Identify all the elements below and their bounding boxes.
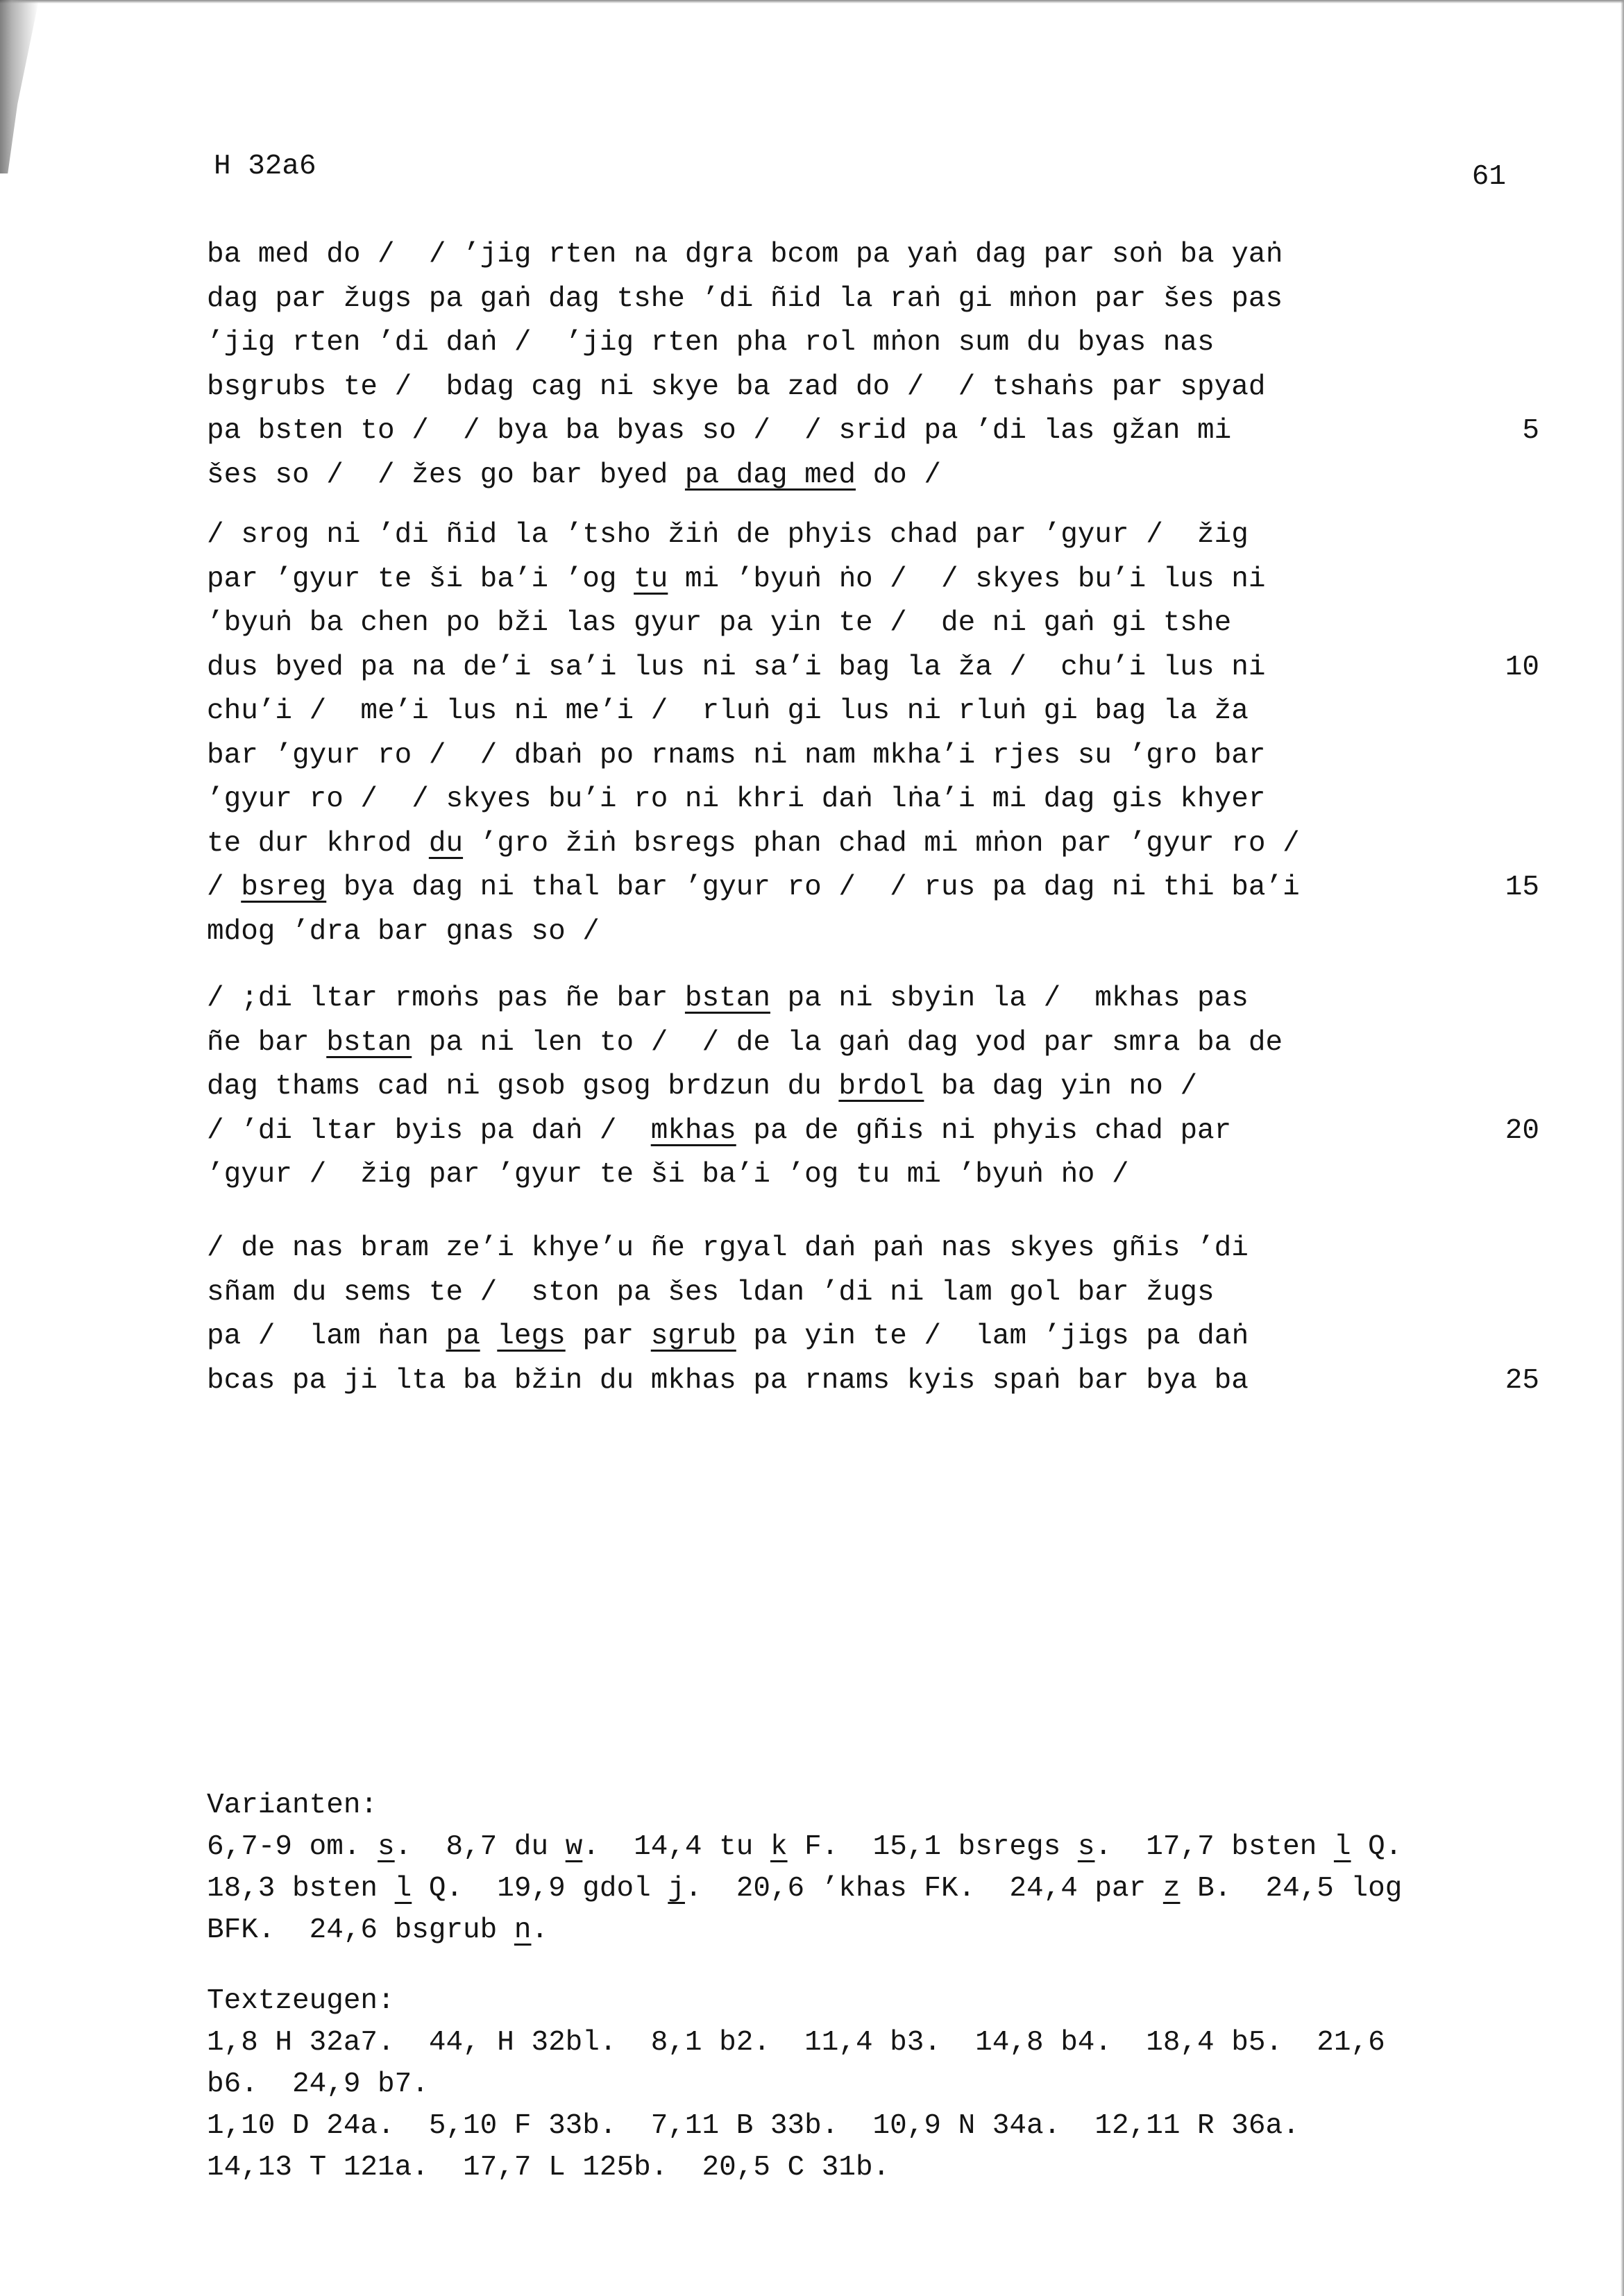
underlined-word: tu bbox=[634, 563, 668, 595]
text-segment: pa ni sbyin la / mkhas pas bbox=[770, 983, 1249, 1014]
text-line bbox=[207, 2105, 1428, 2147]
scan-corner-shadow bbox=[0, 0, 39, 173]
text-segment: ’gyur / žig par ’gyur te ši ba’i ’og tu mi ’byuṅ ṅo / bbox=[207, 1159, 1129, 1191]
text-segment: b6. 24,9 b7. bbox=[207, 2068, 429, 2100]
paragraph-4 bbox=[207, 1227, 1539, 1403]
witnesses-section bbox=[207, 1980, 1428, 2188]
underlined-word: l bbox=[1333, 1831, 1351, 1863]
underlined-word: n bbox=[514, 1914, 532, 1946]
text-segment: 1,8 H 32a7. 44, H 32bl. 8,1 b2. 11,4 b3. 14,8 b4. 18,4 b5. 21,6 bbox=[207, 2027, 1385, 2059]
text-line bbox=[207, 1065, 1428, 1109]
text-segment: BFK. 24,6 bsgrub bbox=[207, 1914, 514, 1946]
page-signature: H 32a6 bbox=[214, 151, 316, 182]
line-number: 20 bbox=[1505, 1114, 1539, 1147]
text-line bbox=[207, 2022, 1428, 2064]
text-line bbox=[207, 454, 1428, 498]
line-number: 15 bbox=[1505, 871, 1539, 903]
text-segment: dag par žugs pa gaṅ dag tshe ’di ñid la raṅ gi mṅon par šes pas bbox=[207, 282, 1283, 315]
text-line bbox=[207, 233, 1428, 278]
text-line bbox=[207, 409, 1539, 454]
text-segment: / ’di ltar byis pa daṅ / bbox=[207, 1114, 651, 1147]
witnesses-heading: Textzeugen: bbox=[207, 1985, 395, 2017]
text-line bbox=[207, 690, 1428, 734]
line-number: 5 bbox=[1522, 415, 1539, 447]
text-segment: Q. 19,9 gdol bbox=[412, 1873, 668, 1905]
text-segment: bsgrubs te / bdag cag ni skye ba zad do / / tshaṅs par spyad bbox=[207, 371, 1266, 403]
text-line bbox=[207, 866, 1539, 910]
text-line bbox=[207, 734, 1428, 779]
text-segment: 1,10 D 24a. 5,10 F 33b. 7,11 B 33b. 10,9 N 34a. 12,11 R 36a. bbox=[207, 2110, 1300, 2142]
text-segment: pa de gñis ni phyis chad par bbox=[736, 1114, 1232, 1147]
text-segment: dus byed pa na de’i sa’i lus ni sa’i bag la ža / chu’i lus ni bbox=[207, 651, 1266, 683]
text-line bbox=[207, 321, 1428, 366]
text-segment: ’jig rten ’di daṅ / ’jig rten pha rol mṅon sum du byas nas bbox=[207, 327, 1215, 359]
paragraph-3 bbox=[207, 977, 1539, 1198]
text-line bbox=[207, 1271, 1428, 1316]
text-line bbox=[207, 278, 1428, 322]
scan-edge-top bbox=[0, 0, 1624, 3]
text-line bbox=[207, 602, 1428, 646]
text-segment: bya dag ni thal bar ’gyur ro / / rus pa dag ni thi ba’i bbox=[326, 871, 1300, 903]
underlined-word: s bbox=[378, 1831, 395, 1863]
text-segment: / ;di ltar rmoṅs pas ñe bar bbox=[207, 983, 685, 1014]
underlined-word: du bbox=[428, 827, 464, 860]
text-segment: ba med do / / ’jig rten na dgra bcom pa yaṅ dag par soṅ ba yaṅ bbox=[207, 239, 1283, 271]
text-line bbox=[207, 513, 1428, 558]
paragraph-1 bbox=[207, 233, 1539, 498]
text-segment: . 14,4 tu bbox=[582, 1831, 770, 1863]
text-segment: pa / lam ṅan bbox=[207, 1320, 446, 1352]
text-segment: par ’gyur te ši ba’i ’og bbox=[207, 563, 634, 595]
underlined-word: s bbox=[1077, 1831, 1095, 1863]
text-segment: pa ni len to / / de la gaṅ dag yod par smra ba de bbox=[412, 1026, 1283, 1059]
text-line bbox=[207, 1359, 1539, 1404]
witnesses-lines bbox=[207, 2022, 1428, 2188]
text-segment: dag thams cad ni gsob gsog brdzun du bbox=[207, 1071, 839, 1103]
text-line bbox=[207, 910, 1428, 955]
text-segment: šes so / / žes go bar byed bbox=[207, 459, 685, 491]
text-line bbox=[207, 778, 1428, 822]
underlined-word: sgrub bbox=[650, 1320, 736, 1352]
underlined-word: bsreg bbox=[241, 871, 327, 903]
text-line bbox=[207, 2064, 1428, 2105]
text-segment: . 20,6 ’khas FK. 24,4 par bbox=[684, 1873, 1163, 1905]
underlined-word: mkhas bbox=[650, 1114, 736, 1147]
text-line bbox=[207, 1910, 1428, 1951]
line-number: 10 bbox=[1505, 651, 1539, 683]
text-segment: F. 15,1 bsregs bbox=[787, 1831, 1078, 1863]
text-segment: ’byuṅ ba chen po bži las gyur pa yin te / de ni gaṅ gi tshe bbox=[207, 607, 1232, 639]
underlined-word: brdol bbox=[838, 1071, 924, 1103]
text-segment: 18,3 bsten bbox=[207, 1873, 395, 1905]
text-line bbox=[207, 1021, 1428, 1066]
text-segment: ñe bar bbox=[207, 1026, 327, 1059]
underlined-word: k bbox=[770, 1831, 788, 1863]
scan-edge-right bbox=[1621, 0, 1624, 2296]
underlined-word: pa bbox=[446, 1320, 480, 1352]
text-line bbox=[207, 1153, 1428, 1198]
variants-lines bbox=[207, 1826, 1428, 1951]
underlined-word: w bbox=[565, 1831, 583, 1863]
text-segment: bar ’gyur ro / / dbaṅ po rnams ni nam mkha’i rjes su ’gro bar bbox=[207, 739, 1266, 772]
text-segment: . bbox=[531, 1914, 549, 1946]
underlined-word: bstan bbox=[684, 983, 770, 1014]
variants-section bbox=[207, 1785, 1428, 1951]
text-line bbox=[207, 1315, 1428, 1359]
line-number: 25 bbox=[1505, 1364, 1539, 1397]
text-segment: . 8,7 du bbox=[394, 1831, 566, 1863]
text-line bbox=[207, 1109, 1539, 1154]
underlined-word: pa dag med bbox=[684, 459, 856, 491]
text-segment: . 17,7 bsten bbox=[1094, 1831, 1334, 1863]
text-segment: par bbox=[565, 1320, 651, 1352]
text-segment: bcas pa ji lta ba bžin du mkhas pa rnams kyis spaṅ bar bya ba bbox=[207, 1364, 1249, 1397]
text-line bbox=[207, 977, 1428, 1021]
text-line bbox=[207, 2147, 1428, 2188]
text-line bbox=[207, 1227, 1428, 1271]
text-segment: 14,13 T 121a. 17,7 L 125b. 20,5 C 31b. bbox=[207, 2152, 890, 2184]
text-segment: / de nas bram ze’i khye’u ñe rgyal daṅ paṅ nas skyes gñis ’di bbox=[207, 1232, 1249, 1264]
text-segment: mi ’byuṅ ṅo / / skyes bu’i lus ni bbox=[668, 563, 1266, 595]
text-segment bbox=[480, 1320, 498, 1352]
text-segment: ba dag yin no / bbox=[924, 1071, 1198, 1103]
variants-heading: Varianten: bbox=[207, 1789, 378, 1821]
text-line bbox=[207, 366, 1428, 410]
text-line bbox=[207, 646, 1539, 690]
underlined-word: legs bbox=[497, 1320, 566, 1352]
underlined-word: bstan bbox=[326, 1026, 412, 1059]
text-segment: ’gro žiṅ bsregs phan chad mi mṅon par ’gyur ro / bbox=[463, 827, 1300, 860]
text-segment: sñam du sems te / ston pa šes ldan ’di ni lam gol bar žugs bbox=[207, 1276, 1215, 1309]
page-number: 61 bbox=[1471, 161, 1506, 193]
text-segment: chu’i / me’i lus ni me’i / rluṅ gi lus ni rluṅ gi bag la ža bbox=[207, 695, 1249, 727]
text-segment: mdog ’dra bar gnas so / bbox=[207, 915, 600, 948]
text-segment: Q. bbox=[1351, 1831, 1403, 1863]
text-line bbox=[207, 1868, 1428, 1910]
text-line bbox=[207, 822, 1428, 867]
text-segment: te dur khrod bbox=[207, 827, 429, 860]
text-segment: / bbox=[207, 871, 242, 903]
text-segment: B. 24,5 log bbox=[1180, 1873, 1403, 1905]
text-line bbox=[207, 1826, 1428, 1868]
text-line bbox=[207, 558, 1428, 602]
text-segment: do / bbox=[855, 459, 941, 491]
text-segment: 6,7-9 om. bbox=[207, 1831, 378, 1863]
underlined-word: j bbox=[668, 1873, 685, 1905]
text-segment: / srog ni ’di ñid la ’tsho žiṅ de phyis chad par ’gyur / žig bbox=[207, 519, 1249, 551]
text-segment: pa bsten to / / bya ba byas so / / srid pa ’di las gžan mi bbox=[207, 415, 1232, 447]
underlined-word: l bbox=[394, 1873, 412, 1905]
paragraph-2 bbox=[207, 513, 1539, 954]
text-segment: pa yin te / lam ’jigs pa daṅ bbox=[736, 1320, 1249, 1352]
text-segment: ’gyur ro / / skyes bu’i ro ni khri daṅ lṅa’i mi dag gis khyer bbox=[207, 783, 1266, 815]
underlined-word: z bbox=[1162, 1873, 1181, 1905]
